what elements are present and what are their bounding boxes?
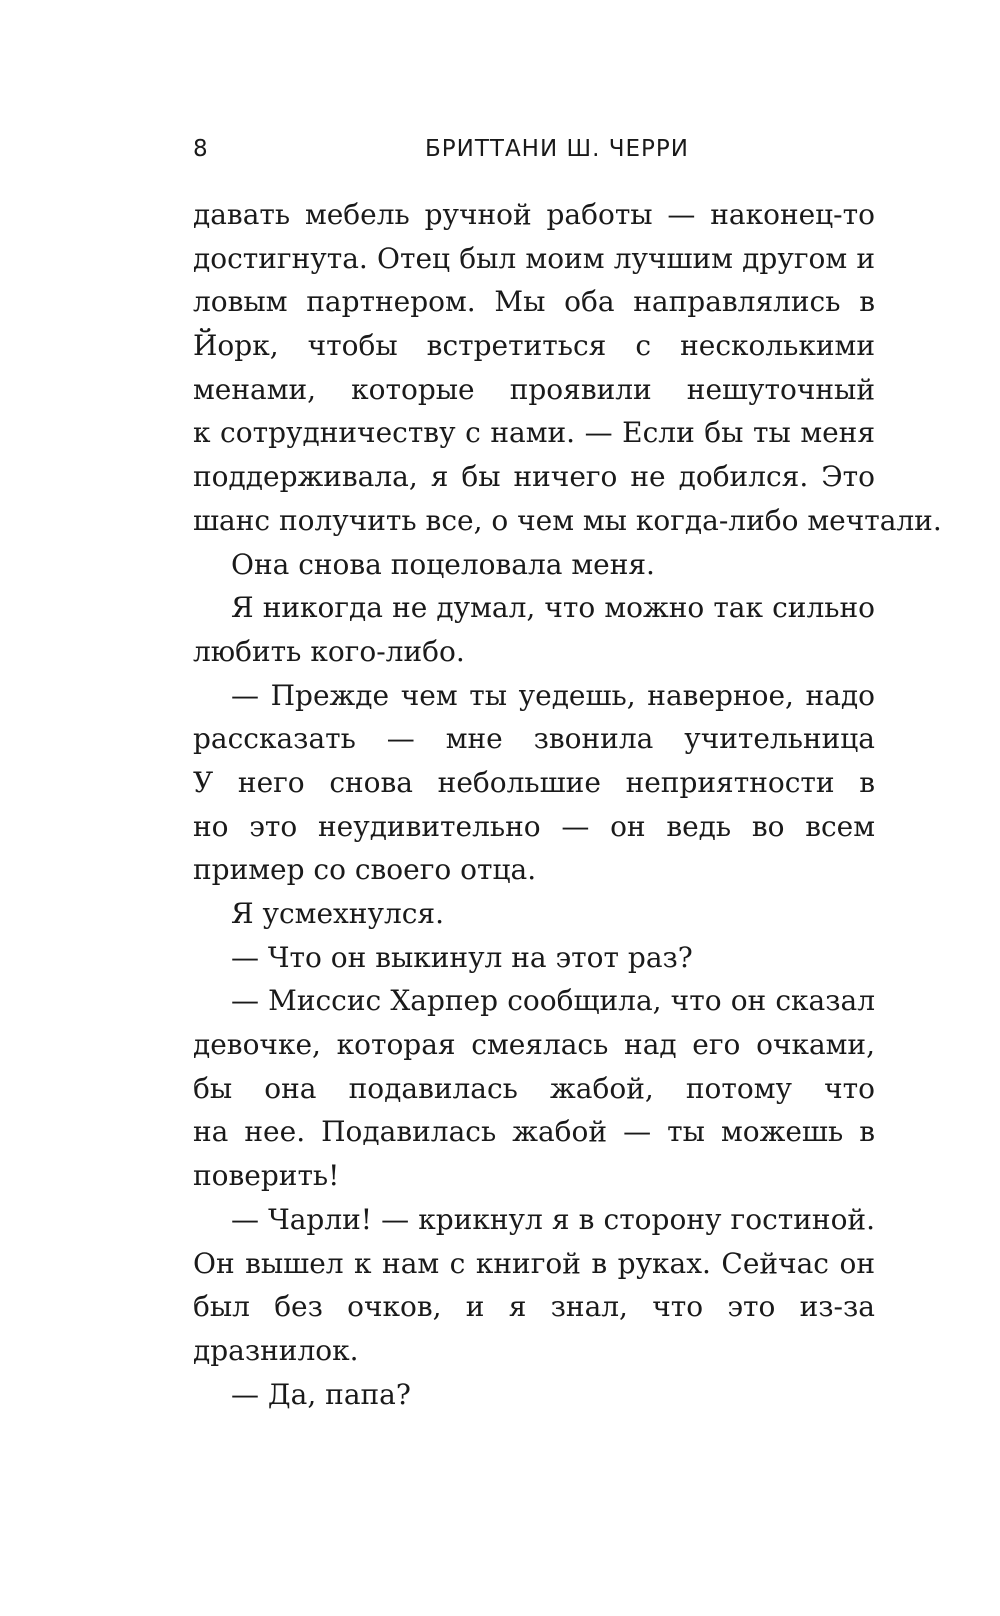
- text-line: давать мебель ручной работы — наконец-то: [193, 198, 875, 231]
- text-line: менами, которые проявили нешуточный: [193, 372, 875, 406]
- text-line: — Миссис Харпер сообщила, что он сказал: [231, 984, 875, 1018]
- text-line: пример со своего отца.: [193, 853, 537, 887]
- text-line: дразнилок.: [193, 1333, 359, 1367]
- text-line: шанс получить все, о чем мы когда-либо мечтали.: [193, 503, 942, 537]
- text-line: но это неудивительно — он ведь во всем: [193, 809, 875, 843]
- text-line: поддерживала, я бы ничего не добился. Это: [193, 460, 875, 494]
- text-line: достигнута. Отец был моим лучшим другом и: [193, 241, 875, 275]
- text-line: — Прежде чем ты уедешь, наверное, надо: [231, 678, 875, 712]
- text-line: — Да, папа?: [231, 1377, 411, 1411]
- text-line: — Что он выкинул на этот раз?: [231, 940, 693, 974]
- text-line: Она снова поцеловала меня.: [231, 547, 655, 581]
- text-line: к сотрудничеству с нами. — Если бы ты меня: [193, 416, 875, 450]
- page-number: 8: [193, 136, 209, 162]
- text-line: Йорк, чтобы встретиться с несколькими: [193, 329, 875, 363]
- text-line: поверить!: [193, 1159, 340, 1193]
- text-line: У него снова небольшие неприятности в: [193, 765, 875, 799]
- page-header: [193, 128, 875, 168]
- text-line: Я никогда не думал, что можно так сильно: [231, 591, 875, 625]
- body-text: [193, 193, 942, 1416]
- text-line: любить кого-либо.: [193, 634, 465, 668]
- text-line: — Чарли! — крикнул я в сторону гостиной.: [231, 1202, 875, 1236]
- text-line: девочке, которая смеялась над его очками,: [193, 1028, 875, 1062]
- text-line: был без очков, и я знал, что это из-за: [193, 1290, 875, 1324]
- text-line: на нее. Подавилась жабой — ты можешь в: [193, 1115, 875, 1149]
- text-line: Он вышел к нам с книгой в руках. Сейчас он: [193, 1246, 875, 1280]
- text-line: Я усмехнулся.: [231, 897, 444, 930]
- text-line: бы она подавилась жабой, потому что: [193, 1071, 875, 1105]
- text-line: ловым партнером. Мы оба направлялись в: [193, 285, 875, 319]
- running-title: БРИТТАНИ Ш. ЧЕРРИ: [425, 136, 689, 162]
- text-line: рассказать — мне звонила учительница: [193, 722, 875, 756]
